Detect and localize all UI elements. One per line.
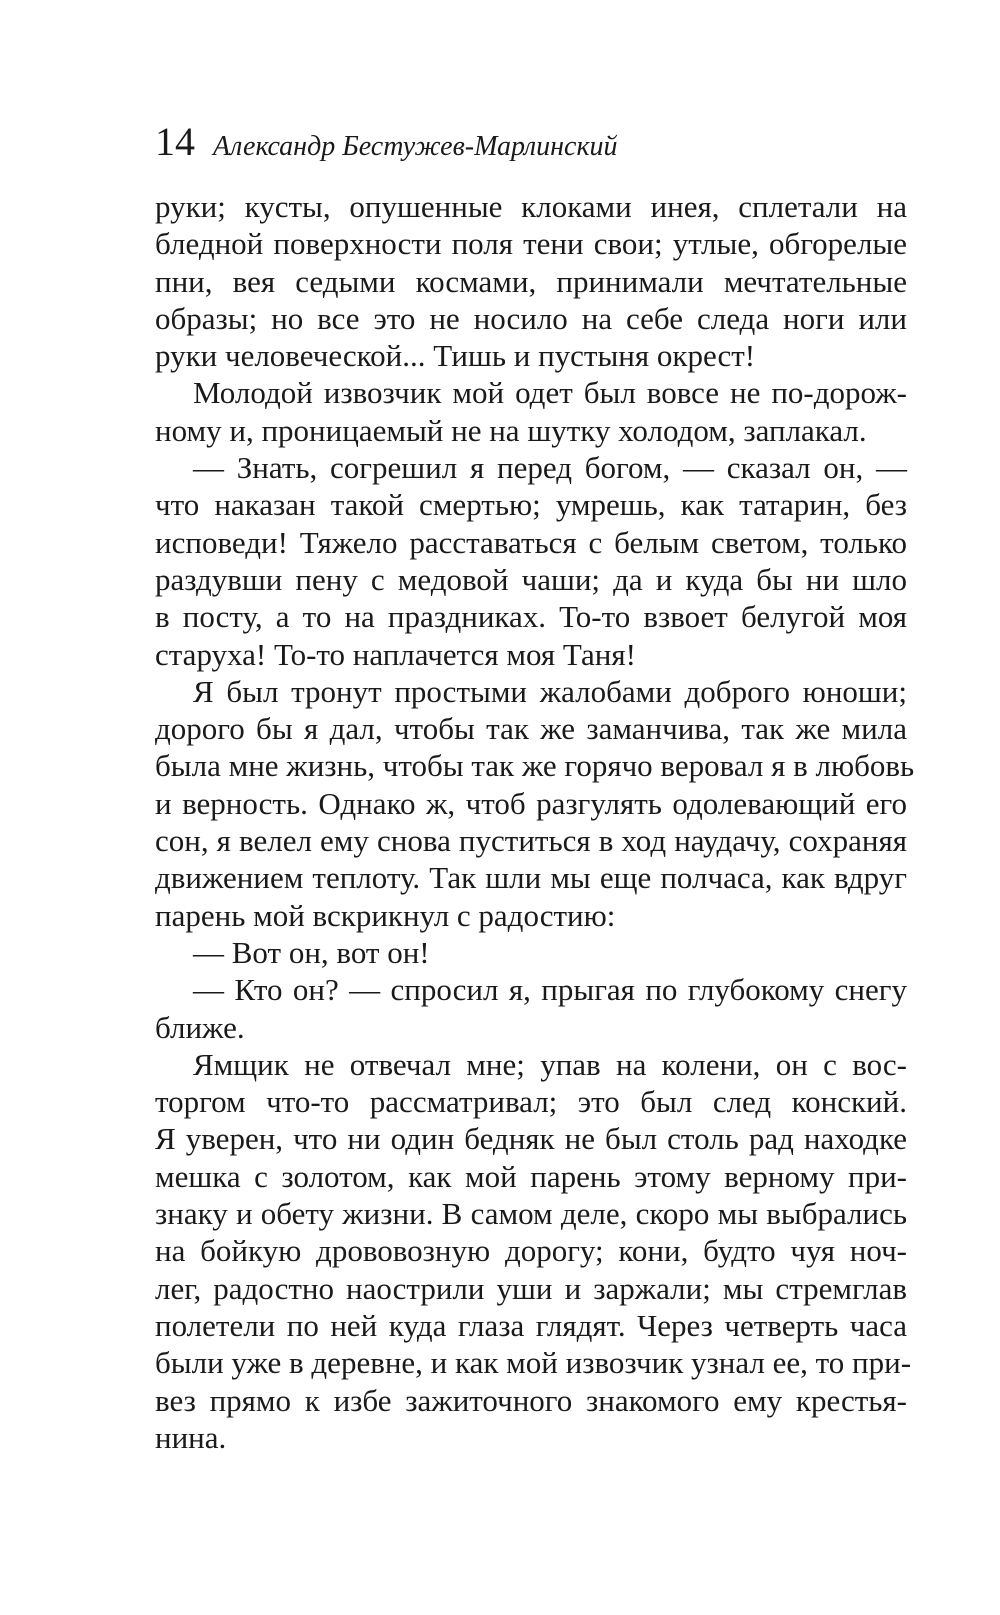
text-line: — Знать, согрешил я перед богом, — сказал он, — [193, 450, 907, 486]
page-number: 14 [155, 119, 195, 164]
text-line: полетели по ней куда глаза глядят. Через четверть часа [155, 1307, 907, 1343]
text-line: сон, я велел ему снова пуститься в ход наудачу, сохраняя [155, 823, 907, 859]
text-line: исповеди! Тяжело расставаться с белым светом, только [155, 524, 907, 560]
text-line: ному и, проницаемый не на шутку холодом, заплакал. [155, 412, 867, 448]
text-line: — Кто он? — спросил я, прыгая по глубокому снегу [193, 972, 907, 1008]
text-line: Ямщик не отвечал мне; упав на колени, он с вос- [193, 1046, 907, 1082]
text-line: руки человеческой... Тишь и пустыня окрест! [155, 338, 756, 374]
running-title: Александр Бестужев-Марлинский [213, 131, 618, 162]
text-line: пни, вея седыми космами, принимали мечтательные [155, 263, 907, 299]
text-line: вез прямо к избе зажиточного знакомого ему крестья- [155, 1382, 907, 1418]
body-text [155, 188, 915, 1456]
text-line: что наказан такой смертью; умрешь, как татарин, без [155, 487, 907, 523]
text-line: парень мой вскрикнул с радостию: [155, 897, 616, 933]
text-line: нина. [155, 1419, 227, 1455]
text-line: мешка с золотом, как мой парень этому верному при- [155, 1158, 907, 1194]
text-line: торгом что-то рассматривал; это был след конский. [155, 1084, 907, 1120]
text-line: на бойкую дрововозную дорогу; кони, будто чуя ноч- [155, 1233, 907, 1269]
text-line: Молодой извозчик мой одет был вовсе не по-дорож- [193, 375, 907, 411]
text-line: старуха! То-то наплачется моя Таня! [155, 636, 636, 672]
text-line: лег, радостно наострили уши и заржали; мы стремглав [155, 1270, 907, 1306]
text-line: была мне жизнь, чтобы так же горячо веровал я в любовь [155, 748, 915, 784]
text-line: Я был тронут простыми жалобами доброго юноши; [193, 673, 907, 709]
text-line: Я уверен, что ни один бедняк не был столь рад находке [155, 1121, 907, 1157]
text-line: ближе. [155, 1009, 245, 1045]
text-line: и верность. Однако ж, чтоб разгулять одолевающий его [155, 785, 907, 821]
page-header [155, 118, 618, 168]
text-line: были уже в деревне, и как мой извозчик узнал ее, то при- [155, 1345, 912, 1381]
text-line: бледной поверхности поля тени свои; утлые, обгорелые [155, 226, 907, 262]
text-line: в посту, а то на праздниках. То-то взвоет белугой моя [155, 599, 907, 635]
text-line: руки; кусты, опушенные клоками инея, сплетали на [155, 189, 907, 224]
text-line: дорого бы я дал, чтобы так же заманчива, так же мила [155, 711, 907, 747]
text-line: раздувши пену с медовой чаши; да и куда бы ни шло [155, 561, 907, 597]
text-line: — Вот он, вот он! [193, 934, 430, 970]
text-line: движением теплоту. Так шли мы еще полчаса, как вдруг [155, 860, 907, 896]
text-line: знаку и обету жизни. В самом деле, скоро мы выбрались [155, 1196, 907, 1232]
text-line: образы; но все это не носило на себе следа ноги или [155, 300, 907, 336]
